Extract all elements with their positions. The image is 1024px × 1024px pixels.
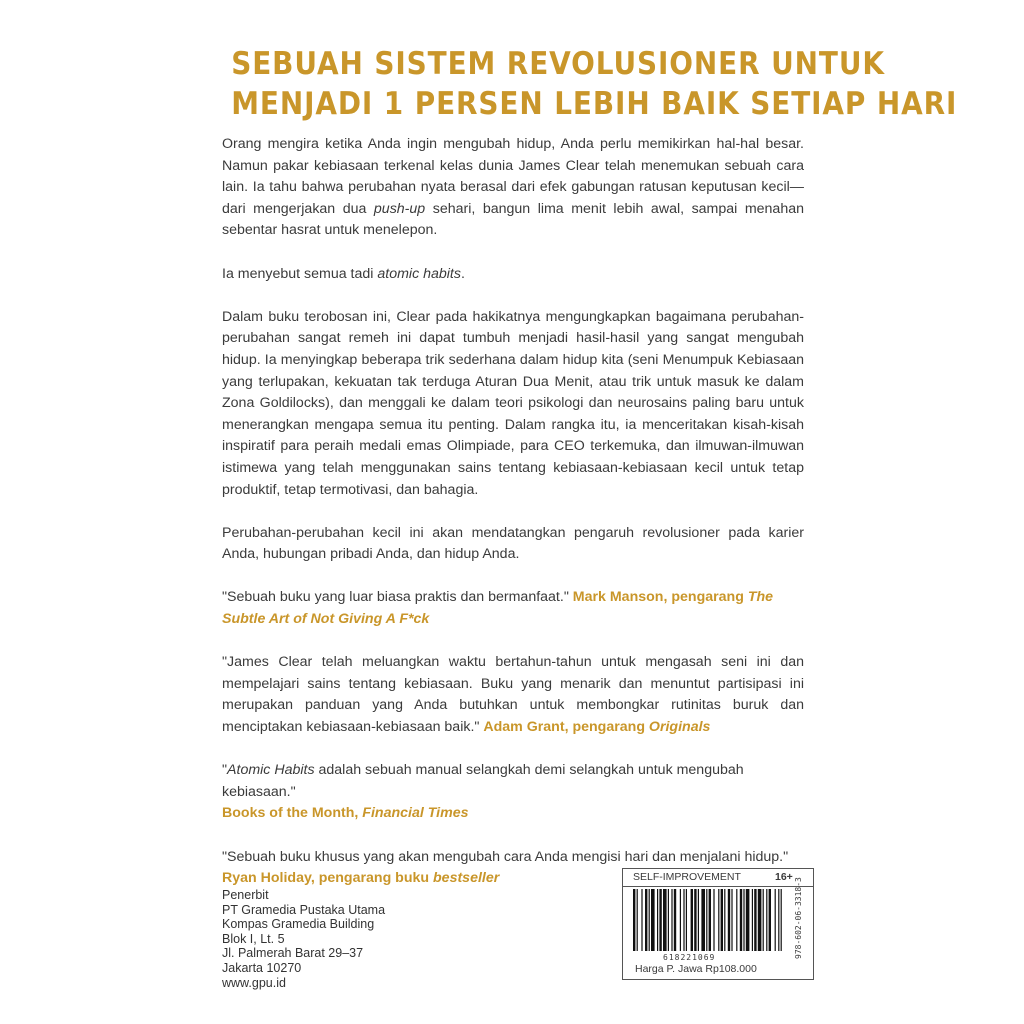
price-label: Harga P. Jawa Rp108.000 [635, 963, 757, 975]
publisher-building: Kompas Gramedia Building [222, 917, 375, 932]
quote-4: "Sebuah buku khusus yang akan mengubah cara Anda mengisi hari dan menjalani hidup." Ryan Holiday, pengarang buku bestseller [222, 848, 789, 887]
paragraph-1: Orang mengira ketika Anda ingin mengubah hidup, Anda perlu memikirkan hal-hal besar. Namun pakar kebiasaan terkenal kelas dunia James Clear telah menemukan sebuah cara lain. Ia tahu bahwa perubahan nyata berasal dari efek gabungan ratusan keputusan kecil—dari mengerjakan dua push-up sehari, bangun lima menit lebih awal, sampai menahan sebentar hasrat untuk menelepon. [222, 136, 804, 239]
publisher-name: PT Gramedia Pustaka Utama [222, 902, 386, 917]
barcode-header [623, 869, 813, 887]
publisher-street: Jl. Palmerah Barat 29–37 [222, 946, 364, 961]
barcode-digits: 618221069 [663, 953, 716, 962]
quote-3-attribution: Books of the Month, Financial Times [222, 805, 469, 822]
publisher-label: Penerbit [222, 888, 269, 902]
quote-2: "James Clear telah meluangkan waktu bertahun-tahun untuk mengasah seni ini dan mempelajari sains tentang kebiasaan. Buku yang menarik dan menuntut partisipasi ini merupakan panduan yang Anda butuhkan untuk membongkar rutinitas buruk dan menciptakan kebiasaan-kebiasaan baik." Adam Grant, pengarang Originals [222, 654, 804, 736]
age-rating: 16+ [775, 871, 793, 883]
publisher-block: Blok I, Lt. 5 [222, 931, 285, 946]
paragraph-4: Perubahan-perubahan kecil ini akan mendatangkan pengaruh revolusioner pada karier Anda, hubungan pribadi Anda, dan hidup Anda. [222, 524, 804, 563]
blurb [222, 134, 804, 911]
barcode-icon [633, 889, 787, 953]
isbn-number: 978-602-06-3318-3 [794, 877, 803, 959]
quote-2-attribution: Adam Grant, pengarang Originals [483, 719, 711, 736]
publisher-website: www.gpu.id [222, 975, 286, 990]
paragraph-2: Ia menyebut semua tadi atomic habits. [222, 265, 465, 282]
publisher-city: Jakarta 10270 [222, 960, 302, 975]
publisher-info [222, 888, 385, 990]
barcode-box [622, 868, 814, 980]
quote-3: "Atomic Habits adalah sebuah manual selangkah demi selangkah untuk mengubah kebiasaan." Books of the Month, Financial Times [222, 762, 744, 822]
quote-1-attribution: Mark Manson, pengarang The Subtle Art of Not Giving A F*ck [222, 589, 774, 628]
headline-line-1: SEBUAH SISTEM REVOLUSIONER UNTUK [231, 46, 885, 82]
category-label: SELF-IMPROVEMENT [633, 871, 741, 883]
headline [231, 44, 958, 124]
headline-line-2: MENJADI 1 PERSEN LEBIH BAIK SETIAP HARI [231, 86, 958, 122]
quote-4-attribution: Ryan Holiday, pengarang buku bestseller [222, 870, 500, 887]
paragraph-3: Dalam buku terobosan ini, Clear pada hakikatnya mengungkapkan bagaimana perubahan-perubahan sangat remeh ini dapat tumbuh menjadi hasil-hasil yang sangat mengubah hidup. Ia menyingkap beberapa trik sederhana dalam hidup kita (seni Menumpuk Kebiasaan yang terlupakan, kekuatan tak terduga Aturan Dua Menit, atau trik untuk masuk ke dalam Zona Goldilocks), dan menggali ke dalam teori psikologi dan neurosains paling baru untuk menerangkan mengapa semua itu penting. Dalam rangka itu, ia menceritakan kisah-kisah inspiratif para peraih medali emas Olimpiade, para CEO terkemuka, dan ilmuwan-ilmuwan istimewa yang telah menggunakan sains tentang kebiasaan-kebiasaan kecil untuk tetap produktif, tetap termotivasi, dan bahagia. [222, 308, 804, 498]
quote-1: "Sebuah buku yang luar biasa praktis dan bermanfaat." Mark Manson, pengarang The Subtle Art of Not Giving A F*ck [222, 589, 774, 628]
